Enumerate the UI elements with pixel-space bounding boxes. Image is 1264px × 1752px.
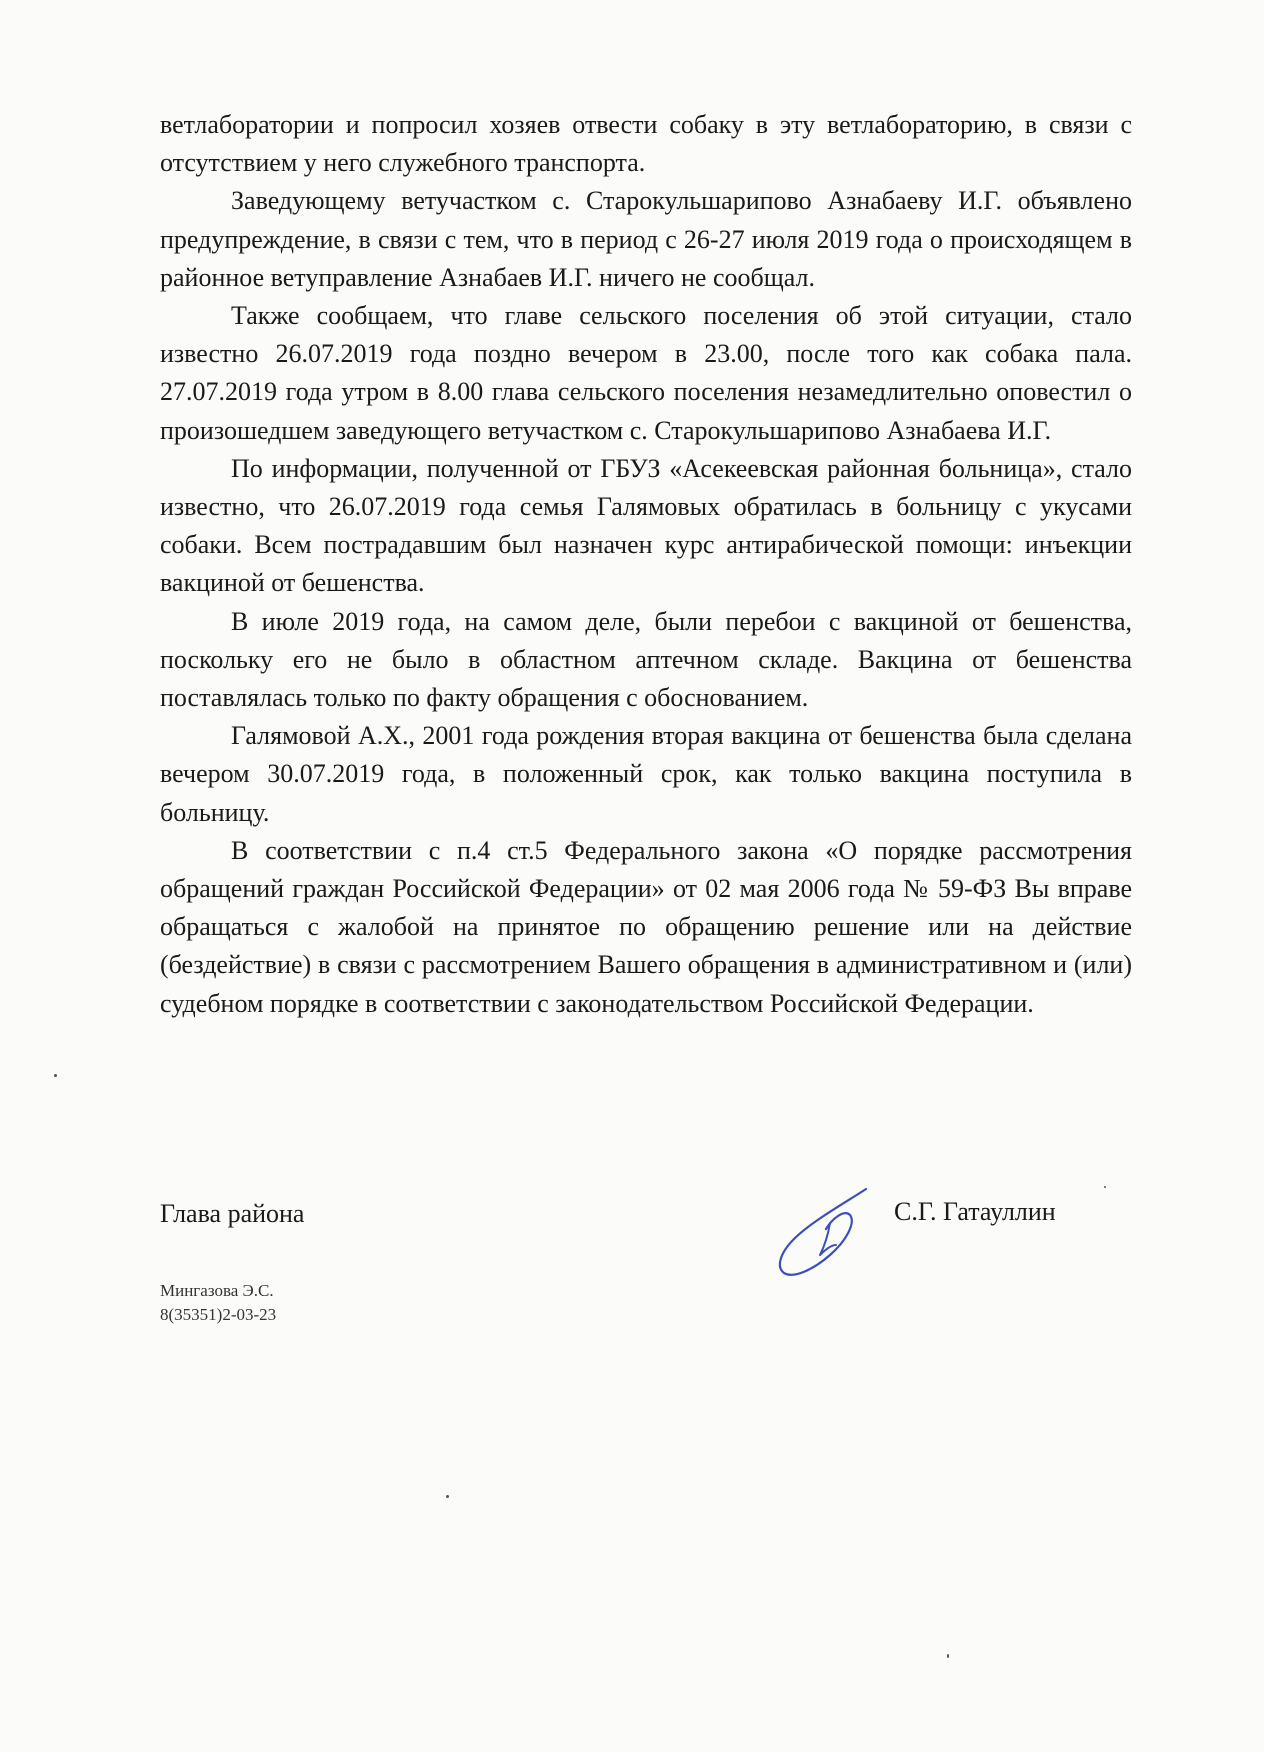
executor-contact xyxy=(160,1279,276,1327)
signatory-name: С.Г. Гатауллин xyxy=(894,1197,1056,1226)
paragraph-2: Заведующему ветучастком с. Старокульшарипово Азнабаеву И.Г. объявлено предупреждение, в связи с тем, что в период с 26-27 июля 2019 года о происходящем в районное ветуправление Азнабаев И.Г. ничего не сообщал. xyxy=(160,186,1132,292)
scan-speck xyxy=(54,1074,57,1077)
handwritten-signature xyxy=(770,1183,880,1283)
executor-phone: 8(35351)2-03-23 xyxy=(160,1305,277,1324)
scan-speck xyxy=(947,1654,949,1658)
scan-speck xyxy=(1104,1186,1106,1188)
paragraph-3: Также сообщаем, что главе сельского поселения об этой ситуации, стало известно 26.07.2019 года поздно вечером в 23.00, после того как собака пала. 27.07.2019 года утром в 8.00 глава сельского поселения незамедлительно оповестил о произошедшем заведующего ветучастком с. Старокульшарипово Азнабаева И.Г. xyxy=(160,301,1132,445)
paragraph-7: В соответствии с п.4 ст.5 Федерального закона «О порядке рассмотрения обращений граждан Российской Федерации» от 02 мая 2006 года № 59-ФЗ Вы вправе обращаться с жалобой на принятое по обращению решение или на действие (бездействие) в связи с рассмотрением Вашего обращения в административном и (или) судебном порядке в соответствии с законодательством Российской Федерации. xyxy=(160,835,1132,1018)
paragraph-5: В июле 2019 года, на самом деле, были перебои с вакциной от бешенства, поскольку его не было в областном аптечном складе. Вакцина от бешенства поставлялась только по факту обращения с обоснованием. xyxy=(160,606,1132,713)
signatory-title: Глава района xyxy=(160,1199,305,1228)
paragraph-4: По информации, полученной от ГБУЗ «Асекеевская районная больница», стало известно, что 26.07.2019 года семья Галямовых обратилась в больницу с укусами собаки. Всем пострадавшим был назначен курс антирабической помощи: инъекции вакциной от бешенства. xyxy=(160,453,1132,598)
letter-body xyxy=(160,106,1132,1023)
paragraph-6: Галямовой А.Х., 2001 года рождения вторая вакцина от бешенства была сделана вечером 30.07.2019 года, в положенный срок, как только вакцина поступила в больницу. xyxy=(160,721,1132,827)
executor-name: Мингазова Э.С. xyxy=(160,1281,274,1300)
paragraph-1: ветлаборатории и попросил хозяев отвести собаку в эту ветлабораторию, в связи с отсутствием у него служебного транспорта. xyxy=(160,110,1132,178)
scan-speck xyxy=(446,1495,449,1498)
